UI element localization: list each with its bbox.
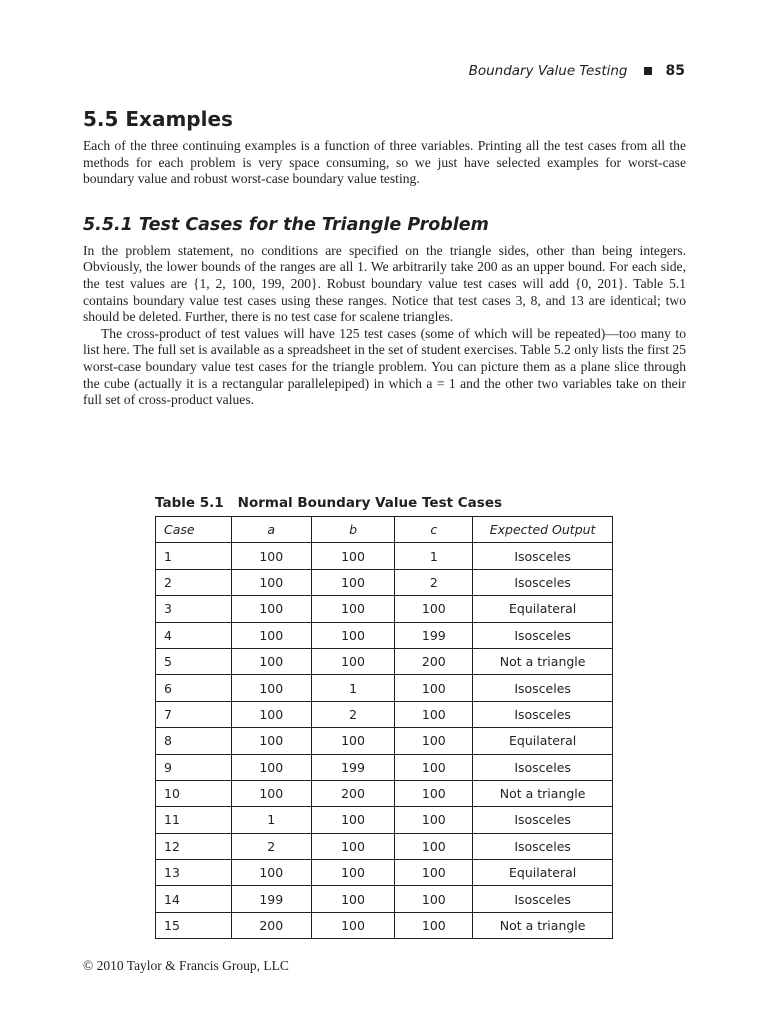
cell-case: 1 [156,543,232,569]
table-title: Normal Boundary Value Test Cases [237,495,503,511]
cell-c: 1 [395,543,473,569]
cell-a: 100 [231,543,311,569]
cell-a: 1 [231,807,311,833]
cell-a: 100 [231,780,311,806]
cell-case: 12 [156,833,232,859]
cell-a: 100 [231,648,311,674]
table-body [156,543,613,939]
cell-b: 100 [311,886,395,912]
table-row [156,675,613,701]
section-intro: Each of the three continuing examples is a function of three variables. Printing all the test cases from all the methods for each problem is very space consuming, so we just have selected examples for worst-case boundary value and robust worst-case boundary value testing. [83,138,686,187]
cell-expected-output: Equilateral [473,728,613,754]
table-header-row [156,517,613,543]
cell-b: 100 [311,622,395,648]
page-number: 85 [665,63,685,79]
subsection-heading: 5.5.1 Test Cases for the Triangle Problem [83,214,489,235]
cell-c: 200 [395,648,473,674]
cell-b: 1 [311,675,395,701]
cell-expected-output: Isosceles [473,675,613,701]
cell-c: 100 [395,886,473,912]
running-head [469,60,685,82]
cell-a: 199 [231,886,311,912]
cell-c: 100 [395,596,473,622]
cell-case: 4 [156,622,232,648]
cell-a: 200 [231,912,311,938]
table-row [156,648,613,674]
cell-b: 100 [311,912,395,938]
cell-case: 2 [156,569,232,595]
cell-case: 9 [156,754,232,780]
cell-c: 199 [395,622,473,648]
cell-case: 5 [156,648,232,674]
cell-case: 11 [156,807,232,833]
footer-copyright: © 2010 Taylor & Francis Group, LLC [83,958,289,973]
cell-b: 100 [311,833,395,859]
table-row [156,886,613,912]
cell-case: 13 [156,860,232,886]
cell-a: 100 [231,860,311,886]
cell-case: 3 [156,596,232,622]
cell-expected-output: Isosceles [473,569,613,595]
header-a: a [231,517,311,543]
table-row [156,569,613,595]
cell-a: 2 [231,833,311,859]
cell-case: 15 [156,912,232,938]
section-heading: 5.5 Examples [83,107,233,131]
cell-c: 100 [395,675,473,701]
table-row [156,596,613,622]
test-case-table [155,516,613,939]
cell-a: 100 [231,728,311,754]
cell-c: 100 [395,833,473,859]
cell-b: 100 [311,648,395,674]
cell-case: 6 [156,675,232,701]
cell-b: 100 [311,569,395,595]
cell-expected-output: Isosceles [473,622,613,648]
cell-c: 2 [395,569,473,595]
cell-c: 100 [395,701,473,727]
square-bullet-icon [644,67,652,75]
cell-case: 8 [156,728,232,754]
table-5-1 [155,492,613,939]
table-row [156,543,613,569]
cell-case: 14 [156,886,232,912]
cell-a: 100 [231,569,311,595]
cell-b: 100 [311,860,395,886]
cell-expected-output: Equilateral [473,596,613,622]
cell-a: 100 [231,701,311,727]
cell-case: 10 [156,780,232,806]
header-b: b [311,517,395,543]
table-label: Table 5.1 [155,495,224,511]
header-expected-output: Expected Output [473,517,613,543]
cell-b: 100 [311,728,395,754]
cell-a: 100 [231,622,311,648]
header-case: Case [156,517,232,543]
cell-c: 100 [395,807,473,833]
table-row [156,860,613,886]
cell-c: 100 [395,754,473,780]
table-caption [155,492,613,514]
table-row [156,912,613,938]
table-row [156,807,613,833]
cell-b: 2 [311,701,395,727]
cell-a: 100 [231,675,311,701]
cell-b: 199 [311,754,395,780]
cell-b: 100 [311,596,395,622]
cell-expected-output: Isosceles [473,701,613,727]
running-head-title: Boundary Value Testing [468,63,628,79]
cell-expected-output: Isosceles [473,833,613,859]
cell-expected-output: Not a triangle [473,648,613,674]
cell-expected-output: Not a triangle [473,780,613,806]
cell-c: 100 [395,780,473,806]
table-row [156,701,613,727]
table-row [156,622,613,648]
cell-expected-output: Isosceles [473,886,613,912]
table-row [156,780,613,806]
cell-case: 7 [156,701,232,727]
cell-expected-output: Isosceles [473,754,613,780]
table-row [156,754,613,780]
cell-b: 100 [311,543,395,569]
cell-c: 100 [395,728,473,754]
cell-expected-output: Equilateral [473,860,613,886]
cell-c: 100 [395,912,473,938]
cell-c: 100 [395,860,473,886]
cell-expected-output: Isosceles [473,543,613,569]
cell-b: 100 [311,807,395,833]
cell-a: 100 [231,596,311,622]
table-row [156,833,613,859]
header-c: c [395,517,473,543]
cell-a: 100 [231,754,311,780]
cell-expected-output: Not a triangle [473,912,613,938]
cell-b: 200 [311,780,395,806]
main-content [83,106,686,409]
subsection-paragraph-2: The cross-product of test values will have 125 test cases (some of which will be repeated)—too many to list here. The full set is available as a spreadsheet in the set of student exercises. Table 5.2 only lists the first 25 worst-case boundary value test cases for the triangle problem. You can picture them as a plane slice through the cube (actually it is a rectangular parallelepiped) in which a = 1 and the other two variables take on their full set of cross-product values. [83,325,686,408]
cell-expected-output: Isosceles [473,807,613,833]
table-row [156,728,613,754]
subsection-paragraph-1: In the problem statement, no conditions are specified on the triangle sides, other than being integers. Obviously, the lower bounds of the ranges are all 1. We arbitrarily take 200 as an upper bound. For each side, the test values are {1, 2, 100, 199, 200}. Robust boundary value test cases will add {0, 201}. Table 5.1 contains boundary value test cases using these ranges. Notice that test cases 3, 8, and 13 are identical; two should be deleted. Further, there is no test case for scalene triangles. [83,242,686,325]
